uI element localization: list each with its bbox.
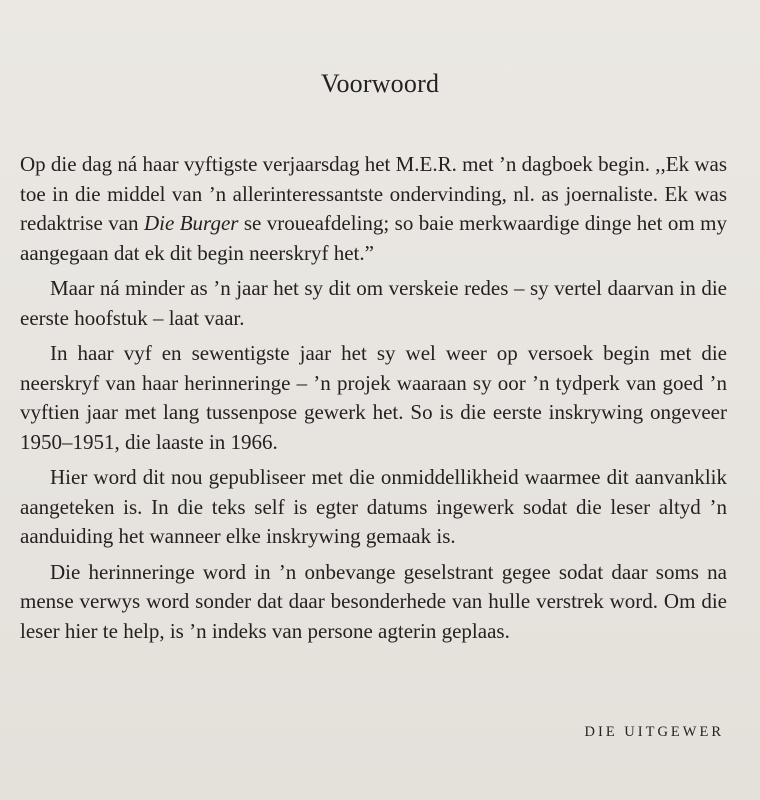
newspaper-title: Die Burger: [143, 211, 239, 235]
publisher-signature: DIE UITGEWER: [584, 724, 724, 740]
page-title: Voorwoord: [320, 69, 440, 98]
foreword-body: [20, 150, 727, 652]
paragraph-4: Hier word dit nou gepubliseer met die onmiddellikheid waarmee dit aanvanklik aangeteken is. In die teks self is egter datums ingewerk sodat die leser altyd ’n aanduiding het wanneer elke inskrywing gemaak is.: [20, 465, 727, 548]
paragraph-1: Op die dag ná haar vyftigste verjaarsdag het M.E.R. met ’n dagboek begin. ,,Ek was toe in die middel van ’n allerinteressantste ondervinding, nl. as joernaliste. Ek was redaktrise van Die Burger se vroueafdeling; so baie merkwaardige dinge het om my aangegaan dat ek dit begin neerskryf het.”: [20, 152, 727, 265]
paragraph-5: Die herinneringe word in ’n onbevange geselstrant gegee sodat daar soms na mense verwys word sonder dat daar besonderhede van hulle verstrek word. Om die leser hier te help, is ’n indeks van persone agterin geplaas.: [20, 559, 727, 643]
paragraph-3: In haar vyf en sewentigste jaar het sy wel weer op versoek begin met die neerskryf van haar herinneringe – ’n projek waaraan sy oor ’n tydperk van goed ’n vyftien jaar met lang tussenpose gewerk het. So is die eerste inskrywing ongeveer 1950–1951, die laaste in 1966.: [20, 341, 727, 454]
paragraph-2: Maar ná minder as ’n jaar het sy dit om verskeie redes – sy vertel daarvan in die eerste hoofstuk – laat vaar.: [20, 276, 727, 330]
